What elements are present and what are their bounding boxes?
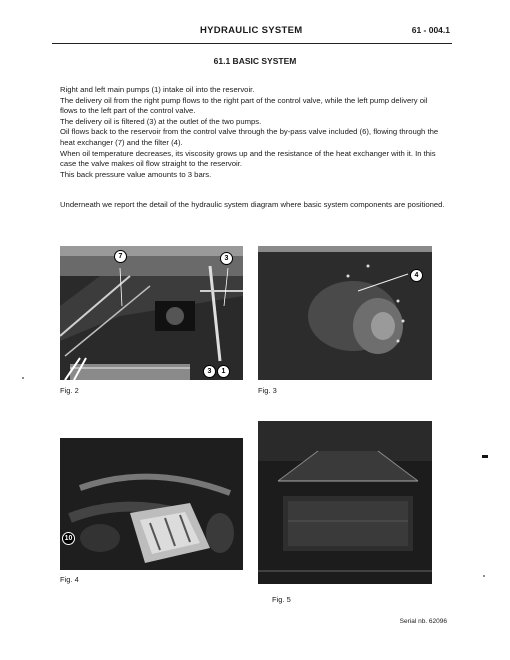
- text-line: Oil flows back to the reservoir from the control valve through the by-pass valve included (6), flowing through the heat exchanger (7) and the filter (4).: [60, 127, 439, 147]
- text-line: When oil temperature decreases, its viscosity grows up and the resistance of the heat exchanger with it. In this case the valve makes oil flow straight to the reservoir.: [60, 148, 436, 169]
- section-title: 61.1 BASIC SYSTEM: [213, 56, 297, 66]
- figure-3-caption: Fig. 3: [258, 386, 277, 395]
- text-line: The delivery oil from the right pump flows to the right part of the control valve, while the left pump delivery oil flows to the left part of the control valve.: [60, 95, 428, 116]
- callout-3-bottom: 3: [203, 365, 216, 378]
- page-number: 61 - 004.1: [411, 25, 450, 35]
- text-line: Right and left main pumps (1) intake oil into the reservoir.: [60, 85, 255, 94]
- figure-3-image: [258, 246, 432, 380]
- figure-2-image: [60, 246, 243, 380]
- text-line: The delivery oil is filtered (3) at the outlet of the two pumps.: [60, 116, 262, 126]
- margin-mark: [482, 455, 488, 458]
- intro-paragraph: [60, 85, 445, 180]
- figure-4-caption: Fig. 4: [60, 575, 79, 584]
- scan-speck: [22, 377, 24, 379]
- figure-4-photo: [60, 438, 243, 570]
- figure-5-caption: Fig. 5: [272, 595, 291, 604]
- page-header-title: HYDRAULIC SYSTEM: [200, 25, 303, 36]
- callout-7: 7: [114, 250, 127, 263]
- figure-5-photo: [258, 421, 432, 584]
- text-line: Underneath we report the detail of the hydraulic system diagram where basic system components are positioned.: [60, 200, 445, 209]
- callout-4: 4: [410, 269, 423, 282]
- figure-2-caption: Fig. 2: [60, 386, 79, 395]
- scan-speck: [483, 575, 485, 577]
- figure-4-image: [60, 438, 243, 570]
- callout-1: 1: [217, 365, 230, 378]
- figure-2-photo: [60, 246, 243, 380]
- figure-3-photo: [258, 246, 432, 380]
- header-rule: [52, 43, 452, 44]
- callout-3-top: 3: [220, 252, 233, 265]
- figure-5-image: [258, 421, 432, 584]
- text-line: This back pressure value amounts to 3 bars.: [60, 169, 212, 179]
- diagram-paragraph: [60, 200, 445, 211]
- callout-10: 10: [62, 532, 75, 545]
- serial-number: Serial nb. 62096: [399, 618, 447, 625]
